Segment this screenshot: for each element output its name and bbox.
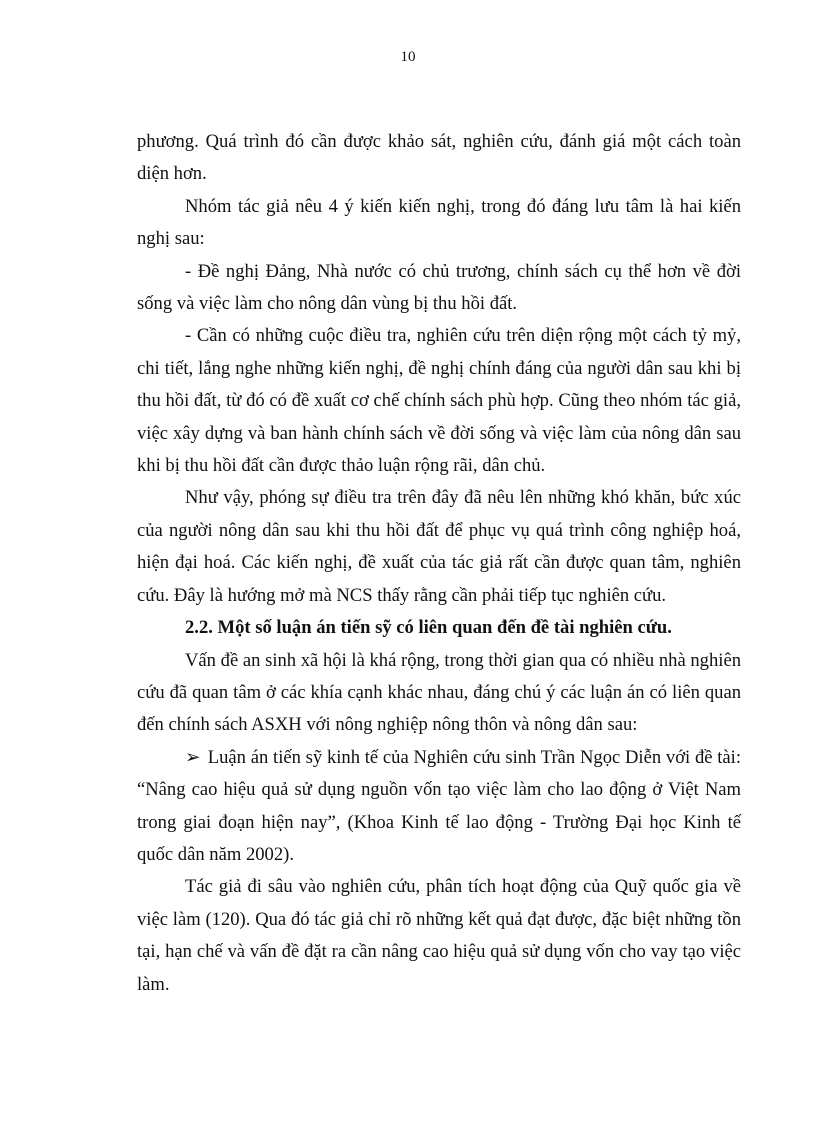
page-number: 10 [400, 49, 416, 65]
paragraph-1: phương. Quá trình đó cần được khảo sát, nghiên cứu, đánh giá một cách toàn diện hơn. [137, 131, 741, 185]
bullet-text: Luận án tiến sỹ kinh tế của Nghiên cứu sinh Trần Ngọc Diễn với đề tài: “Nâng cao hiệu quả sử dụng nguồn vốn tạo việc làm cho lao động ở Việt Nam trong giai đoạn hiện nay”, (Khoa Kinh tế lao động - Trường Đại học Kinh tế quốc dân năm 2002). [137, 746, 742, 865]
paragraph-4: Vấn đề an sinh xã hội là khá rộng, trong thời gian qua có nhiều nhà nghiên cứu đã quan tâm ở các khía cạnh khác nhau, đáng chú ý các luận án có liên quan đến chính sách ASXH với nông nghiệp nông thôn và nông dân sau: [137, 649, 741, 736]
bullet-item [137, 742, 741, 872]
paragraph-3: Như vậy, phóng sự điều tra trên đây đã nêu lên những khó khăn, bức xúc của người nông dân sau khi thu hồi đất để phục vụ quá trình công nghiệp hoá, hiện đại hoá. Các kiến nghị, đề xuất của tác giả rất cần được quan tâm, nghiên cứu. Đây là hướng mở mà NCS thấy rằng cần phải tiếp tục nghiên cứu. [137, 487, 741, 606]
paragraph-2: Nhóm tác giả nêu 4 ý kiến kiến nghị, trong đó đáng lưu tâm là hai kiến nghị sau: [137, 195, 741, 250]
paragraph-5: Tác giả đi sâu vào nghiên cứu, phân tích hoạt động của Quỹ quốc gia về việc làm (120). Qua đó tác giả chỉ rõ những kết quả đạt được, đặc biệt những tồn tại, hạn chế và vấn đề đặt ra cần nâng cao hiệu quả sử dụng vốn cho vay tạo việc làm. [137, 876, 741, 995]
recommendation-2: - Cần có những cuộc điều tra, nghiên cứu trên diện rộng một cách tỷ mỷ, chi tiết, lắng nghe những kiến nghị, đề nghị chính đáng của người dân sau khi bị thu hồi đất, từ đó có đề xuất cơ chế chính sách phù hợp. Cũng theo nhóm tác giả, việc xây dựng và ban hành chính sách về đời sống và việc làm của nông dân sau khi bị thu hồi đất cần được thảo luận rộng rãi, dân chủ. [137, 325, 741, 477]
section-heading: 2.2. Một số luận án tiến sỹ có liên quan đến đề tài nghiên cứu. [185, 617, 672, 639]
arrow-bullet-icon: ➢ [185, 746, 201, 768]
document-body [137, 126, 741, 1001]
recommendation-1: - Đề nghị Đảng, Nhà nước có chủ trương, chính sách cụ thể hơn về đời sống và việc làm cho nông dân vùng bị thu hồi đất. [137, 260, 741, 315]
